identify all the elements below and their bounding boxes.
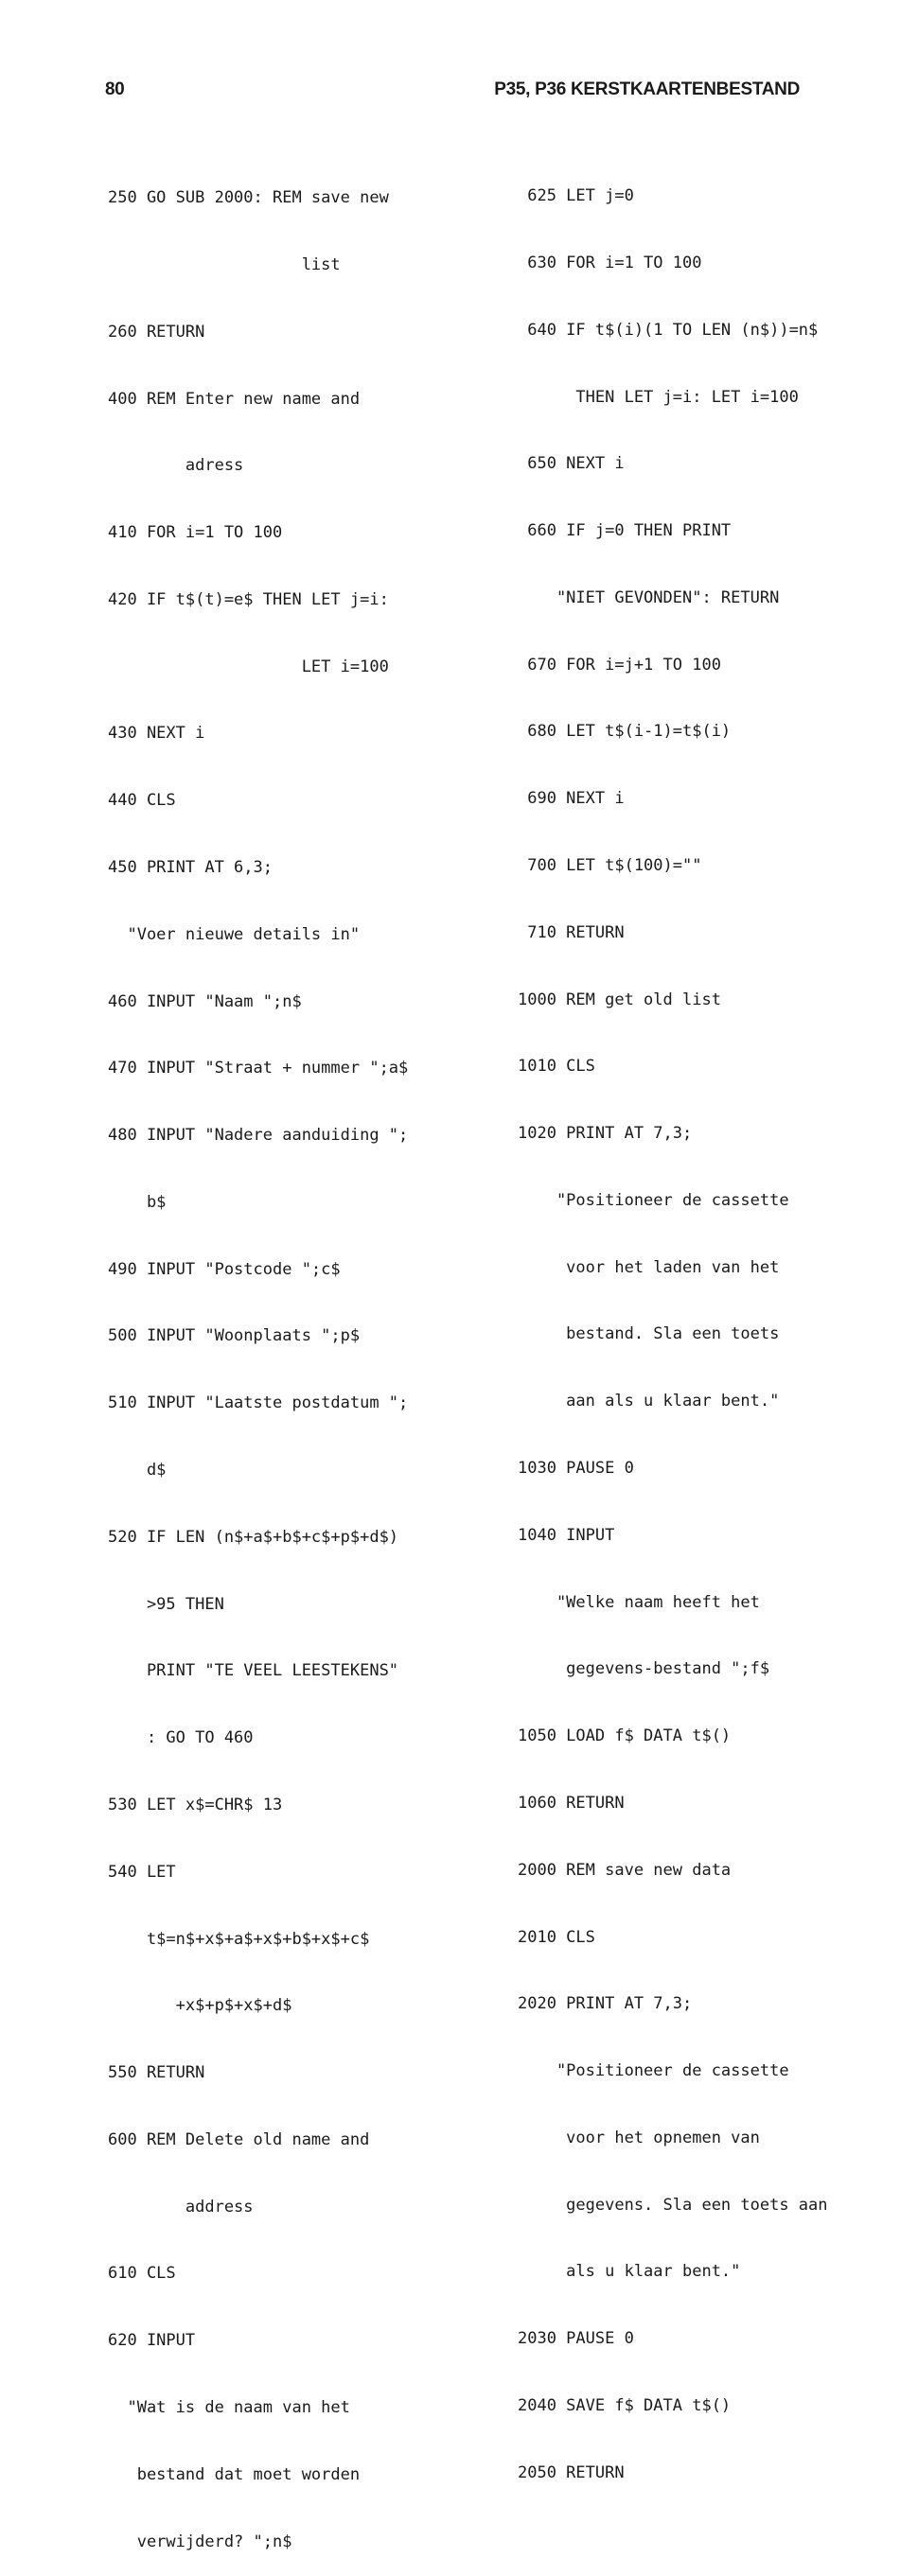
code-line: 400 REM Enter new name and [108,389,361,409]
code-line: 1030 PAUSE 0 [518,1459,634,1479]
code-line: 2000 REM save new data [518,1860,732,1880]
code-line: PRINT "TE VEEL LEESTEKENS" [108,1661,399,1681]
code-line: 680 LET t$(i-1)=t$(i) [518,722,732,742]
code-listing-left [108,143,408,2576]
code-line: 550 RETURN [108,2063,205,2083]
code-line: gegevens. Sla een toets aan [518,2195,828,2215]
code-line: 2010 CLS [518,1927,595,1947]
code-line: adress [108,456,244,476]
code-line: 410 FOR i=1 TO 100 [108,523,283,543]
code-line: "Voer nieuwe details in" [108,924,361,944]
code-listing-right [518,141,828,2507]
code-line: 625 LET j=0 [518,186,634,206]
code-line: voor het laden van het [518,1257,780,1277]
code-line: t$=n$+x$+a$+x$+b$+x$+c$ [108,1929,370,1949]
code-line: 2030 PAUSE 0 [518,2329,634,2349]
code-line: 2040 SAVE f$ DATA t$() [518,2395,732,2415]
code-line: address [108,2197,254,2217]
code-line: 500 INPUT "Woonplaats ";p$ [108,1326,361,1346]
code-line: 260 RETURN [108,322,205,342]
code-line: "Welke naam heeft het [518,1592,760,1612]
code-line: 1020 PRINT AT 7,3; [518,1124,693,1144]
code-line: "NIET GEVONDEN": RETURN [518,587,780,607]
code-line: "Positioneer de cassette [518,2061,789,2081]
code-line: 470 INPUT "Straat + nummer ";a$ [108,1059,409,1078]
code-line: 670 FOR i=j+1 TO 100 [518,655,721,675]
code-line: voor het opnemen van [518,2128,760,2147]
code-line: verwijderd? ";n$ [108,2532,292,2551]
page-header-title: P35, P36 KERSTKAARTENBESTAND [494,79,800,99]
code-line: 620 INPUT [108,2331,196,2351]
code-line: 2050 RETURN [518,2462,625,2482]
code-line: 540 LET [108,1862,176,1882]
code-line: b$ [108,1192,167,1212]
code-line: 1060 RETURN [518,1793,625,1813]
code-line: aan als u klaar bent." [518,1392,780,1411]
code-line: 480 INPUT "Nadere aanduiding "; [108,1126,409,1146]
code-line: 250 GO SUB 2000: REM save new [108,188,389,208]
code-line: 650 NEXT i [518,454,625,474]
code-line: 610 CLS [108,2264,176,2284]
code-line: "Wat is de naam van het [108,2397,350,2417]
code-line: 510 INPUT "Laatste postdatum "; [108,1393,409,1413]
code-line: d$ [108,1461,167,1481]
code-line: 430 NEXT i [108,724,205,744]
code-line: 640 IF t$(i)(1 TO LEN (n$))=n$ [518,320,819,340]
code-line: list [108,254,341,274]
code-line: 530 LET x$=CHR$ 13 [108,1795,283,1814]
code-line: 520 IF LEN (n$+a$+b$+c$+p$+d$) [108,1527,399,1547]
code-line: 690 NEXT i [518,789,625,809]
code-line: 450 PRINT AT 6,3; [108,858,273,877]
code-line: 600 REM Delete old name and [108,2129,370,2149]
code-line: 460 INPUT "Naam ";n$ [108,991,302,1011]
code-line: bestand. Sla een toets [518,1324,780,1344]
code-line: >95 THEN [108,1594,224,1614]
code-line: 1010 CLS [518,1057,595,1077]
code-line: "Positioneer de cassette [518,1190,789,1210]
page-number: 80 [105,79,125,99]
code-line: als u klaar bent." [518,2262,741,2282]
code-line: 700 LET t$(100)="" [518,856,702,875]
code-line: 490 INPUT "Postcode ";c$ [108,1259,341,1279]
code-line: 1040 INPUT [518,1525,615,1545]
code-line: bestand dat moet worden [108,2464,361,2484]
code-line: 420 IF t$(t)=e$ THEN LET j=i: [108,589,389,609]
code-line: +x$+p$+x$+d$ [108,1996,292,2016]
code-line: 710 RETURN [518,922,625,942]
code-line: 440 CLS [108,791,176,811]
code-line: 630 FOR i=1 TO 100 [518,253,702,272]
code-line: LET i=100 [108,657,389,676]
code-line: gegevens-bestand ";f$ [518,1659,770,1679]
code-line: THEN LET j=i: LET i=100 [518,387,799,407]
code-line: : GO TO 460 [108,1728,254,1748]
code-line: 1050 LOAD f$ DATA t$() [518,1726,732,1746]
code-line: 1000 REM get old list [518,990,721,1009]
code-line: 660 IF j=0 THEN PRINT [518,521,732,541]
code-line: 2020 PRINT AT 7,3; [518,1994,693,2014]
